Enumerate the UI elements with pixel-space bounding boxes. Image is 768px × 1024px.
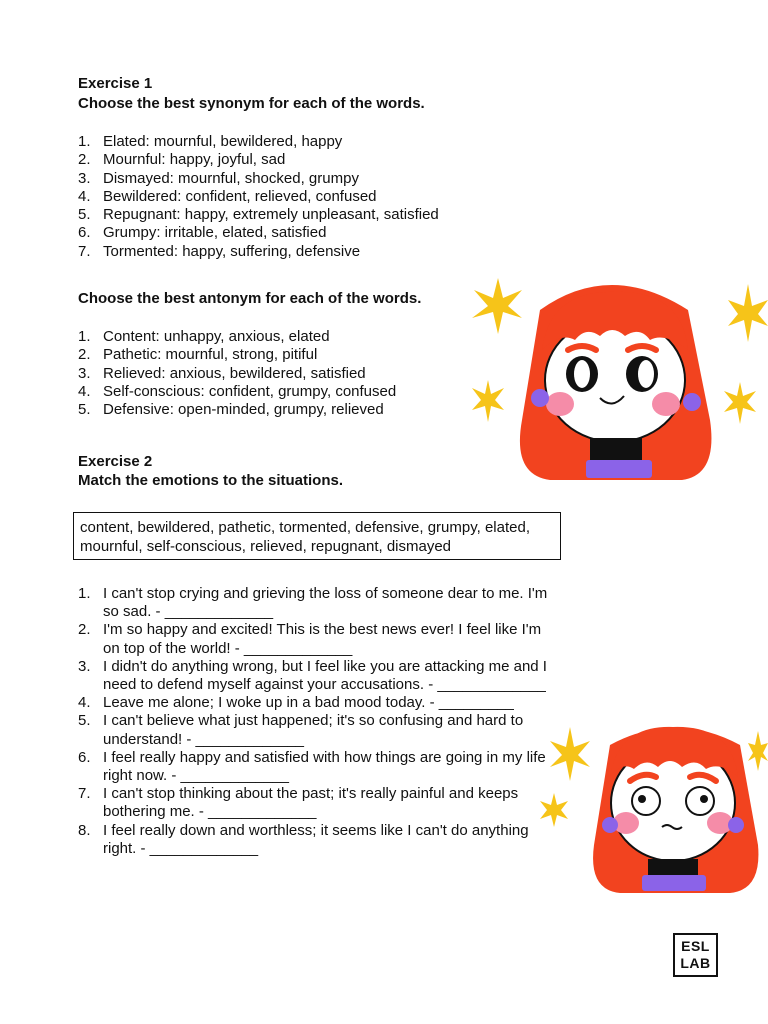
list-item: 4. Leave me alone; I woke up in a bad mood today. - _________ xyxy=(78,694,514,712)
list-item: 7. I can't stop thinking about the past; it's really painful and keeps bothering me. - _____________ xyxy=(78,785,519,821)
list-item: 2. Pathetic: mournful, strong, pitiful xyxy=(78,346,318,364)
star-icon xyxy=(472,278,522,334)
list-item: 2. I'm so happy and excited! This is the best news ever! I feel like I'm on top of the world! - _____________ xyxy=(78,621,542,657)
synonym-list xyxy=(78,133,558,261)
list-item: 5. Repugnant: happy, extremely unpleasant, satisfied xyxy=(78,206,439,224)
list-item: 1. Elated: mournful, bewildered, happy xyxy=(78,133,343,150)
exercise2-title: Exercise 2 xyxy=(78,453,153,470)
list-item: 3. I didn't do anything wrong, but I feel like you are attacking me and I need to defend myself against your accusations. - _____________ xyxy=(78,657,547,694)
exercise1-title: Exercise 1 xyxy=(78,75,153,92)
esl-lab-logo: ESL LAB xyxy=(673,933,718,977)
list-item: 5. Defensive: open-minded, grumpy, relieved xyxy=(78,401,384,419)
list-item: 1. I can't stop crying and grieving the loss of someone dear to me. I'm so sad. - _____________ xyxy=(78,585,548,621)
list-item: 5. I can't believe what just happened; it's so confusing and hard to understand! - _____________ xyxy=(78,712,524,748)
list-item: 6. Grumpy: irritable, elated, satisfied xyxy=(78,224,327,242)
list-item: 3. Relieved: anxious, bewildered, satisfied xyxy=(78,364,366,382)
star-icon xyxy=(550,727,590,781)
list-item: 6. I feel really happy and satisfied with how things are going in my life right now. - _____________ xyxy=(78,748,546,785)
list-item: 3. Dismayed: mournful, shocked, grumpy xyxy=(78,169,359,187)
exercise1-instruction: Choose the best synonym for each of the words. xyxy=(78,95,425,112)
star-icon xyxy=(728,284,768,342)
list-item: 7. Tormented: happy, suffering, defensive xyxy=(78,242,361,260)
happy-girl-illustration xyxy=(460,270,768,485)
list-item: 4. Bewildered: confident, relieved, confused xyxy=(78,187,377,205)
list-item: 1. Content: unhappy, anxious, elated xyxy=(78,328,330,345)
star-icon xyxy=(724,382,756,424)
antonym-instruction: Choose the best antonym for each of the words. xyxy=(78,290,422,307)
situation-list xyxy=(78,585,556,858)
list-item: 8. I feel really down and worthless; it seems like I can't do anything right. - _____________ xyxy=(78,821,529,857)
list-item: 2. Mournful: happy, joyful, sad xyxy=(78,151,286,169)
word-bank-box: content, bewildered, pathetic, tormented, defensive, grumpy, elated, mournful, self-conscious, relieved, repugnant, dismayed xyxy=(73,512,561,560)
star-icon xyxy=(540,793,568,827)
list-item: 4. Self-conscious: confident, grumpy, confused xyxy=(78,382,397,400)
worried-girl-illustration xyxy=(530,715,768,895)
exercise2-instruction: Match the emotions to the situations. xyxy=(78,472,344,489)
star-icon xyxy=(748,731,768,771)
star-icon xyxy=(472,380,504,422)
